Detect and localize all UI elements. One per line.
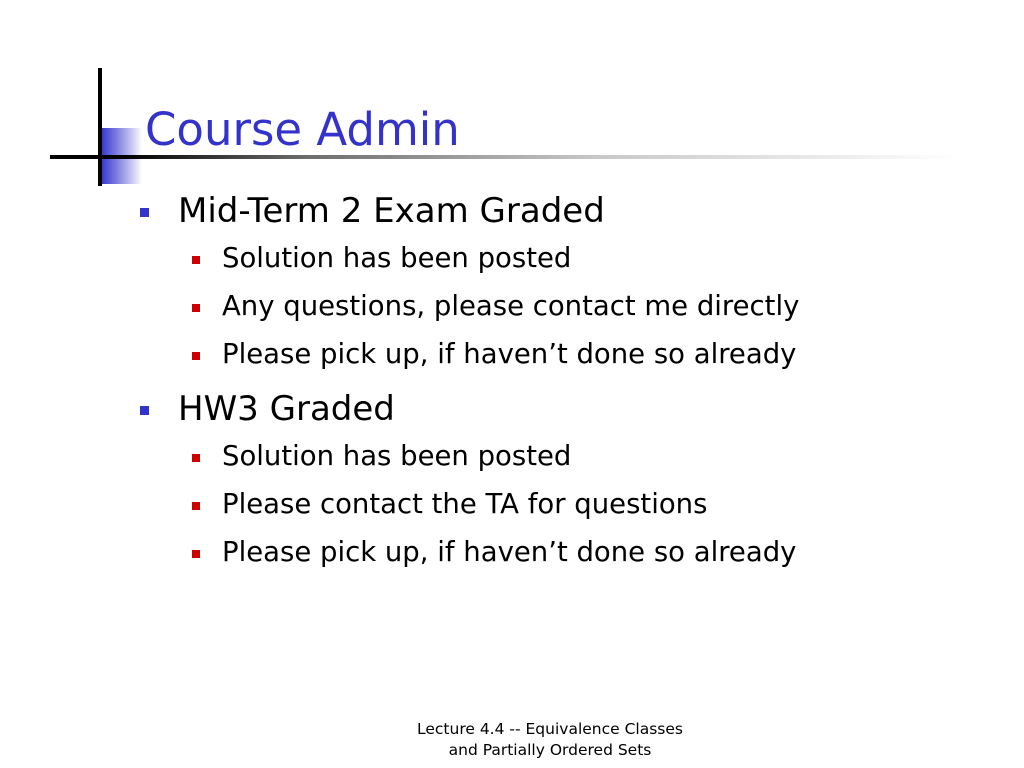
bullet-item-level2 — [140, 432, 1000, 480]
square-bullet-icon — [140, 406, 149, 415]
list-item: Any questions, please contact me directly — [222, 290, 800, 322]
section-heading: HW3 Graded — [178, 389, 395, 429]
square-bullet-icon — [140, 208, 149, 217]
square-bullet-icon — [192, 454, 200, 462]
square-bullet-icon — [192, 256, 200, 264]
section-hw3 — [140, 386, 1000, 576]
list-item: Solution has been posted — [222, 440, 572, 472]
list-item: Please contact the TA for questions — [222, 488, 708, 520]
bullet-item-level2 — [140, 330, 1000, 378]
square-bullet-icon — [192, 304, 200, 312]
section-heading: Mid-Term 2 Exam Graded — [178, 191, 605, 231]
footer-line: Lecture 4.4 -- Equivalence Classes — [417, 720, 683, 738]
slide-footer — [350, 719, 750, 761]
square-bullet-icon — [192, 550, 200, 558]
list-item: Please pick up, if haven’t done so already — [222, 338, 797, 370]
bullet-item-level2 — [140, 282, 1000, 330]
bullet-item-level1 — [140, 188, 1000, 234]
list-item: Please pick up, if haven’t done so already — [222, 536, 797, 568]
bullet-item-level2 — [140, 480, 1000, 528]
slide-title: Course Admin — [145, 103, 460, 156]
bullet-item-level2 — [140, 234, 1000, 282]
list-item: Solution has been posted — [222, 242, 572, 274]
section-midterm — [140, 188, 1000, 378]
slide-body — [140, 188, 1000, 584]
bullet-item-level2 — [140, 528, 1000, 576]
square-bullet-icon — [192, 352, 200, 360]
footer-line: and Partially Ordered Sets — [448, 741, 652, 759]
title-vertical-rule — [98, 68, 102, 186]
square-bullet-icon — [192, 502, 200, 510]
bullet-item-level1 — [140, 386, 1000, 432]
